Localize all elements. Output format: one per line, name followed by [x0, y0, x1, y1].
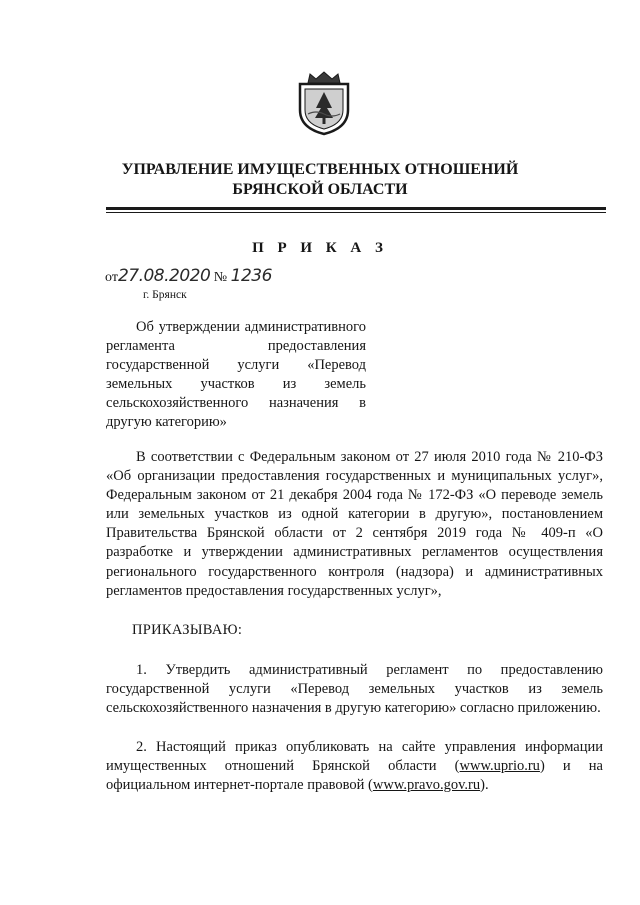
order-item-2	[106, 738, 603, 795]
city: г. Брянск	[143, 289, 187, 301]
item2-text-start: 2. Настоящий приказ опубликовать на сайте управления информации имущественных отношений Брянской области (	[106, 739, 603, 775]
document-title: П Р И К А З	[252, 240, 388, 256]
item2-text-end: ).	[480, 777, 489, 794]
preamble-paragraph: В соответствии с Федеральным законом от 27 июля 2010 года № 210-ФЗ «Об организации предоставления государственных и муниципальных услуг», Федеральным законом от 21 декабря 2004 года № 172-ФЗ «О переводе земель или земельных участков из одной категории в другую», постановлением Правительства Брянской области от 2 сентября 2019 года № 409-п «О разработке и утверждении административных регламентов осуществления регионального государственного контроля (надзора) и административных регламентов предоставления государственных услуг»,	[106, 449, 603, 599]
handwritten-date: 27.08.2020	[117, 266, 211, 286]
coat-of-arms-icon	[296, 70, 352, 136]
handwritten-number: 1236	[230, 266, 272, 286]
document-subject: Об утверждении административного регламента предоставления государственной услуги «Перевод земельных участков из земель сельскохозяйственного назначения в другую категорию»	[106, 319, 366, 430]
date-number-line	[105, 266, 272, 286]
date-prefix: от	[105, 270, 118, 285]
order-item-1: 1. Утвердить административный регламент по предоставлению государственной услуги «Перевод земельных участков из земель сельскохозяйственного назначения в другую категорию» согласно приложению.	[106, 662, 603, 717]
org-name-line2: БРЯНСКОЙ ОБЛАСТИ	[232, 181, 408, 198]
header-divider-thick	[106, 207, 606, 210]
header-divider-thin	[106, 212, 606, 213]
link-pravo[interactable]: www.pravo.gov.ru	[372, 777, 481, 794]
order-word: ПРИКАЗЫВАЮ:	[132, 622, 243, 638]
org-name-line1: УПРАВЛЕНИЕ ИМУЩЕСТВЕННЫХ ОТНОШЕНИЙ	[121, 161, 519, 178]
link-uprio[interactable]: www.uprio.ru	[459, 758, 540, 775]
item2-text-mid: ) и на официальном интернет-портале правовой (	[106, 758, 603, 794]
number-prefix: №	[213, 270, 228, 285]
